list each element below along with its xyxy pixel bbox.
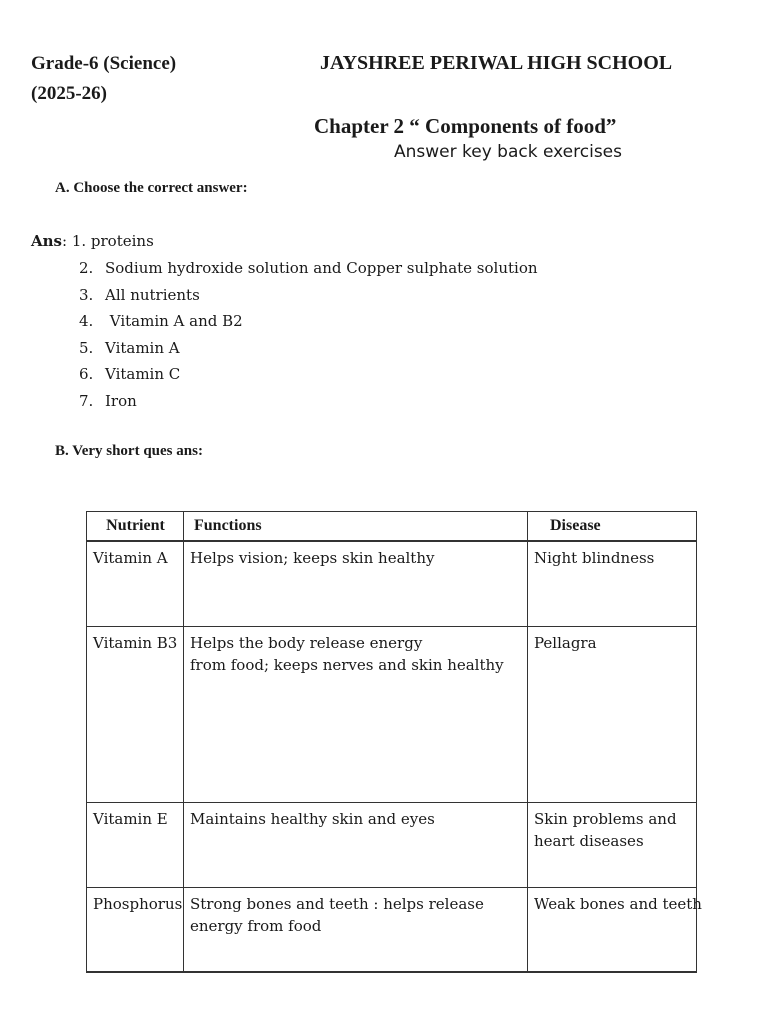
disease-cell — [528, 627, 697, 803]
section-a-title: A. Choose the correct answer: — [55, 180, 248, 196]
document-subtitle: Answer key back exercises — [394, 142, 622, 162]
first-answer-line — [31, 232, 154, 250]
cell-text: Helps the body release energy — [190, 634, 423, 652]
cell-text: Skin problems and — [534, 810, 677, 828]
list-item — [79, 392, 538, 419]
answer-1: : 1. proteins — [62, 232, 154, 250]
list-item — [79, 259, 538, 286]
list-item — [79, 312, 538, 339]
section-b-title: B. Very short ques ans: — [55, 443, 203, 459]
disease-cell — [528, 803, 697, 888]
table-header-row — [87, 512, 697, 542]
answer-list — [79, 259, 538, 418]
nutrient-cell: Vitamin E — [87, 803, 184, 888]
answer-text: Sodium hydroxide solution and Copper sulphate solution — [105, 259, 538, 277]
header-functions: Functions — [184, 512, 528, 542]
cell-text: Helps vision; keeps skin healthy — [190, 549, 435, 567]
header-nutrient: Nutrient — [87, 512, 184, 542]
nutrient-cell: Vitamin A — [87, 541, 184, 627]
answer-number: 2. — [79, 259, 94, 277]
answer-number: 4. — [79, 312, 94, 330]
table-row — [87, 803, 697, 888]
cell-text: energy from food — [190, 917, 322, 935]
cell-text: Pellagra — [534, 634, 597, 652]
answer-text: Vitamin A and B2 — [105, 312, 243, 330]
answer-text: All nutrients — [105, 285, 200, 304]
table-row — [87, 627, 697, 803]
grade-label: Grade-6 (Science) — [31, 53, 177, 74]
disease-cell — [528, 541, 697, 627]
chapter-title: Chapter 2 “ Components of food” — [314, 114, 617, 138]
list-item — [79, 286, 538, 313]
cell-text: Maintains healthy skin and eyes — [190, 810, 435, 828]
cell-text: heart diseases — [534, 832, 644, 850]
nutrients-table — [86, 511, 702, 973]
list-item — [79, 365, 538, 392]
cell-text: Strong bones and teeth : helps release — [190, 895, 484, 913]
answer-number: 6. — [79, 365, 94, 383]
list-item — [79, 339, 538, 366]
table-row — [87, 888, 697, 973]
functions-cell — [184, 803, 528, 888]
ans-label: Ans — [31, 232, 62, 250]
nutrient-cell: Phosphorus — [87, 888, 184, 973]
cell-text: Weak bones and teeth — [534, 895, 702, 913]
answer-text: Iron — [105, 391, 137, 410]
table-row — [87, 541, 697, 627]
functions-cell — [184, 541, 528, 627]
answer-text: Vitamin C — [105, 365, 181, 383]
answer-number: 5. — [79, 338, 94, 357]
school-name: JAYSHREE PERIWAL HIGH SCHOOL — [320, 52, 673, 74]
functions-cell — [184, 627, 528, 803]
answer-number: 7. — [79, 391, 94, 410]
header-disease: Disease — [528, 512, 697, 542]
answer-number: 3. — [79, 285, 94, 304]
cell-text: Night blindness — [534, 549, 655, 567]
answer-text: Vitamin A — [105, 338, 180, 357]
functions-cell — [184, 888, 528, 973]
disease-cell — [528, 888, 702, 973]
academic-year: (2025-26) — [31, 83, 107, 104]
nutrient-cell: Vitamin B3 — [87, 627, 184, 803]
cell-text: from food; keeps nerves and skin healthy — [190, 656, 504, 674]
